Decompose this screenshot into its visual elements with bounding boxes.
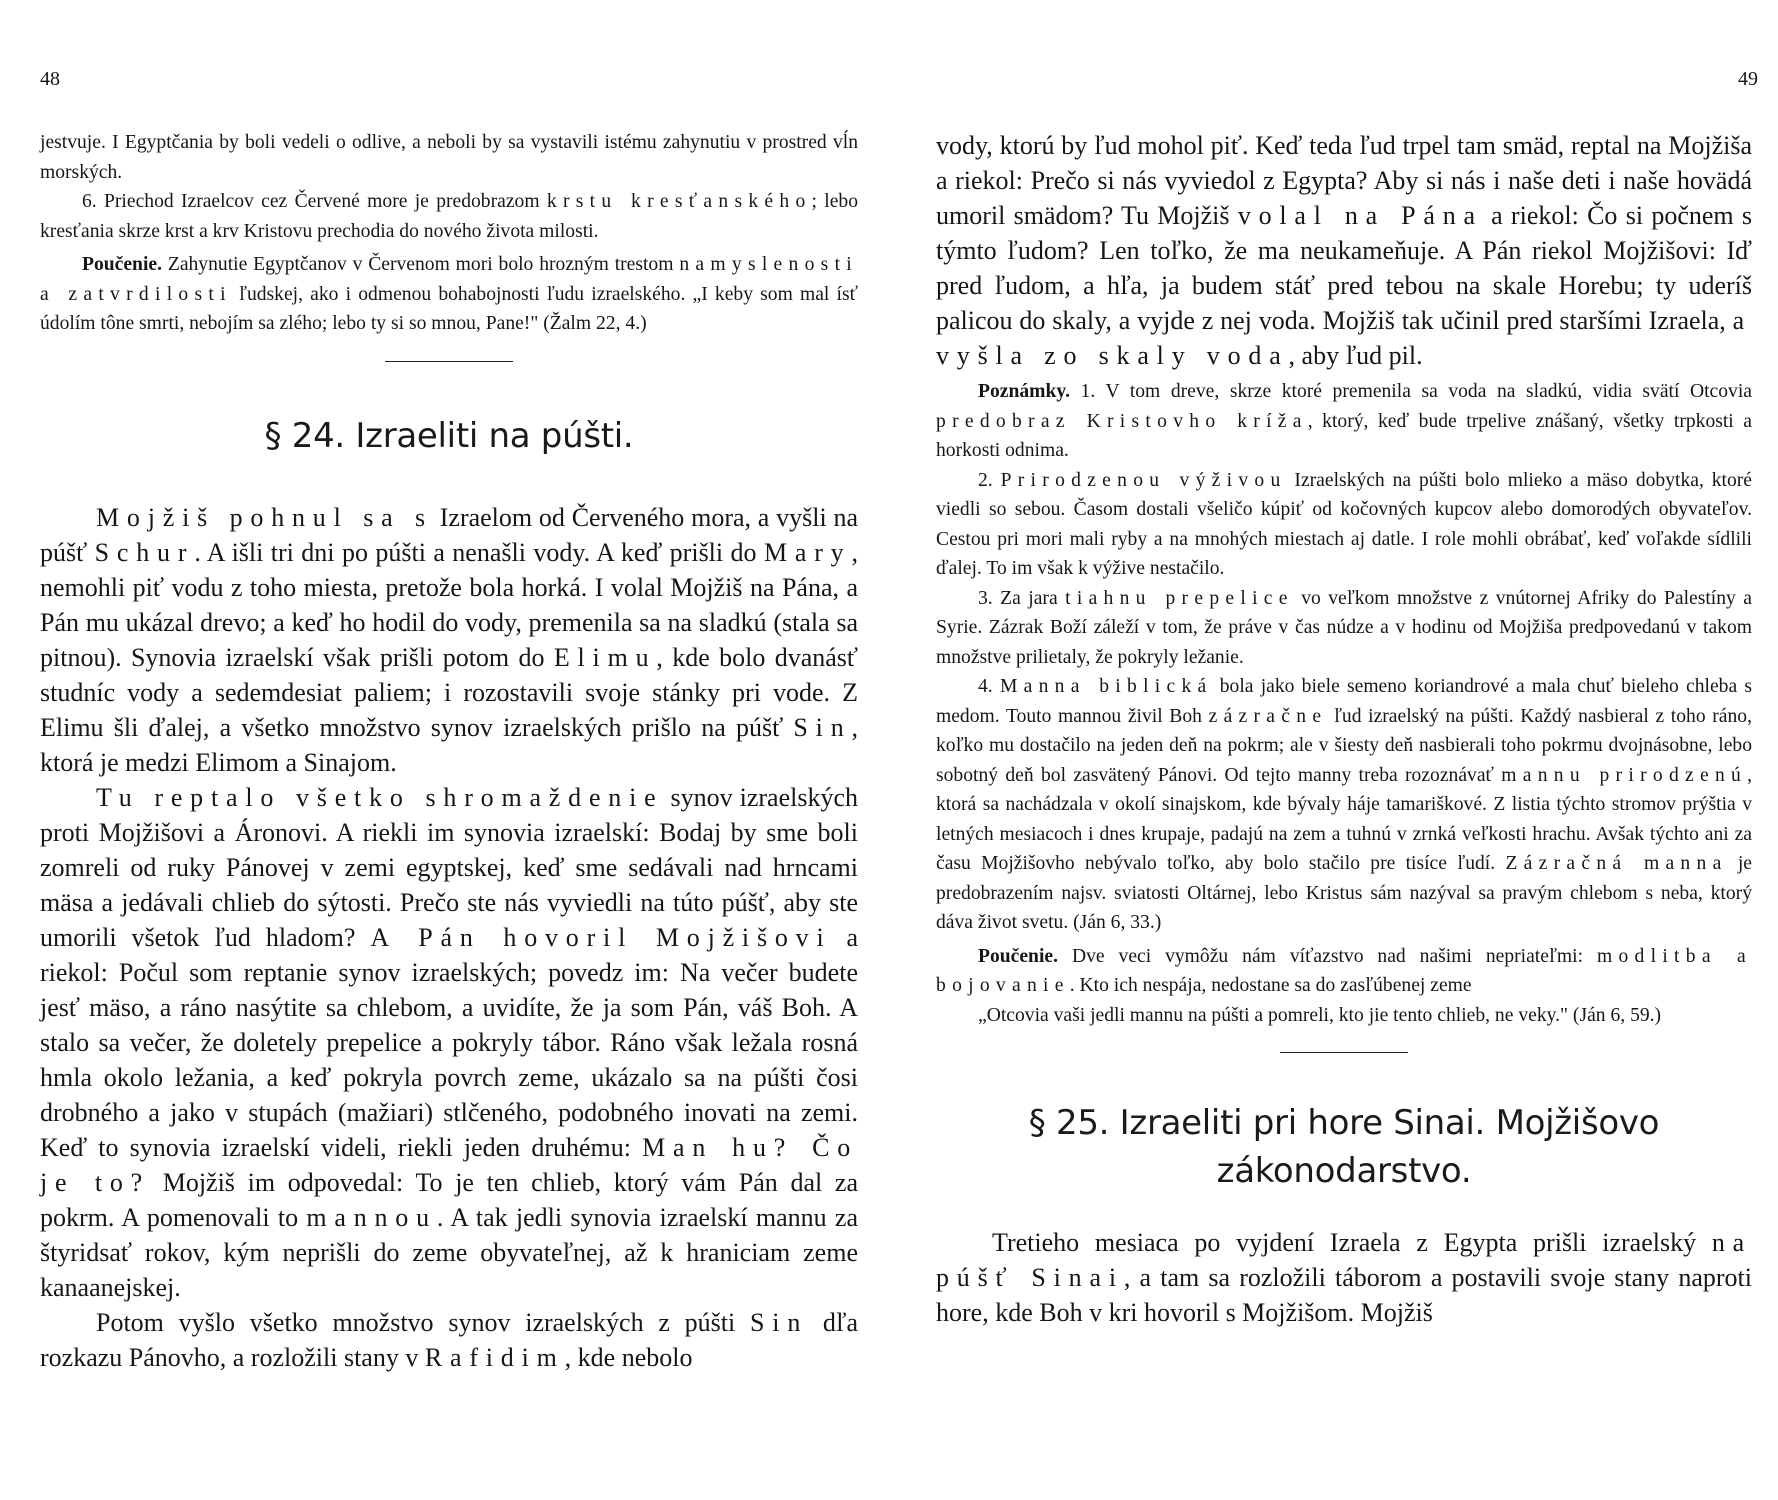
rc-spaced-1: volal na Pána: [1237, 201, 1483, 230]
note-4-text-b: bola jako biele semeno koriandrové a mala chuť bieleho chleba s medom. Touto mannou živil Boh: [936, 676, 1753, 727]
body-paragraph-last: [936, 1225, 1752, 1330]
p1-text-4: , kde bolo dvanásť studníc vody a sedemdesiat paliem; i rozostavili svoje stánky pri vode. Z Elimu šli ďalej, a všetko množstvo synov izraelských prišlo na púšť: [40, 642, 858, 742]
note-4-spaced-3: mannu prirodzenú: [1501, 764, 1748, 786]
p1-spaced-3: Mary: [763, 537, 852, 567]
note-4-spaced-4: Zázračná manna: [1505, 853, 1728, 874]
note-2: [936, 466, 1752, 584]
poucenie-spaced: namyslenosti a zatvrdilosti: [40, 254, 858, 305]
note-3-spaced: tiahnu prepelice: [1065, 587, 1294, 609]
note-6-text-a: 6. Priechod Izraelcov cez Červené more je predobrazom: [82, 191, 547, 212]
p2-text-3: Mojžiš im odpovedal: To je ten chlieb, ktorý vám Pán dal za pokrm. A pomenovali to: [40, 1167, 859, 1232]
section-heading-25: § 25. Izraeliti pri hore Sinai. Mojžišovo zákonodarstvo.: [1028, 1103, 1660, 1191]
note-3: [936, 584, 1752, 673]
note-4-spaced-1: Manna biblická: [999, 676, 1213, 697]
poucenie-right-text-a: Dve veci vymôžu nám víťazstvo nad našimi nepriateľmi:: [1058, 945, 1597, 967]
rc-spaced-2: a vyšla zo skaly voda: [936, 306, 1752, 370]
p2-spaced-1: Tu reptalo všetko shromaždenie: [96, 782, 664, 812]
rc-text-2: a riekol: Čo si počnem s týmto ľudom? Len toľko, že ma neukameňuje. A Pán riekol Mojžišovi: Iď pred ľudom, a hľa, ja budem stáť pred tebou na skale Horebu; ty uderíš palicou do skaly, a vyjde z nej voda. Mojžiš tak učinil pred staršími Izraela,: [936, 201, 1753, 335]
p2-spaced-2: A Pán hovoril Mojžišovi: [370, 922, 832, 952]
poucenie-text-b: ľudskej, ako i odmenou bohabojnosti ľudu izraelského. „I keby som mal ísť údolím tône smrti, nebojím sa zlého; lebo ty si so mnou, Pane!" (Žalm 22, 4.): [40, 283, 858, 334]
note-4-text-c: ľud izraelský na púšti. Každý nasbieral z toho ráno, koľko mu dostačilo na jeden deň na pokrm; ale v šiesty deň nasbierali toho pokrmu dvojnásobne, lebo sobotný deň bol zasvätený Pánovi. Od tejto manny treba rozoznávať: [936, 705, 1752, 786]
note-6-text-b: ; lebo kresťania skrze krst a krv Kristovu prechodia do nového života milosti.: [40, 191, 859, 242]
p3-spaced-2: Rafidim: [424, 1342, 565, 1372]
note-2-text-a: 2.: [978, 469, 1001, 491]
poznamky-note-1: [936, 377, 1752, 466]
p2-spaced-4: mannou: [306, 1202, 437, 1232]
poucenie-right-text-b: . Kto ich nespája, nedostane sa do zasľúbenej zeme: [1069, 975, 1472, 996]
p1-spaced-2: Schur: [94, 537, 195, 567]
p2-text-4: . A tak jedli synovia izraelskí mannu za štyridsať rokov, kým neprišli do zeme obyvateľnej, až k hraniciam zeme kanaanejskej.: [40, 1202, 858, 1302]
note-4-text-a: 4.: [978, 676, 1000, 697]
note-2-text-b: Izraelských na púšti bolo mlieko a mäso dobytka, ktoré viedli so sebou. Časom dostali všeličo kúpiť od kočovných kupcov alebo domorodých obyvateľov. Cestou pri mori mali ryby a na mnohých miestach aj datle. I role mohli obrábať, keď voľakde sídlili ďalej. To im však k výžive nestačilo.: [936, 469, 1753, 579]
right-page: [936, 128, 1752, 1330]
rc-text-3: , aby ľud pil.: [1288, 341, 1423, 370]
section-heading-24: § 24. Izraeliti na púšti.: [264, 415, 634, 456]
note-3-text-b: vo veľkom množstve z vnútornej Afriky do Palestíny a Syrie. Zázrak Boží záleží v tom, že práve v čas núdze a v hodinu od Mojžiša predpovedanú v takom množstve prilietaly, že pokryly ležanie.: [936, 587, 1752, 668]
p3-spaced-1: Sin: [750, 1307, 809, 1337]
body-paragraph-3: [40, 1305, 858, 1375]
p3-text-1: Potom vyšlo všetko množstvo synov izraelských z púšti: [96, 1307, 751, 1337]
poznamky-text-b: , ktorý, keď bude trpelive znášaný, všetky trpkosti a horkosti odnima.: [936, 410, 1752, 461]
section-divider-right: [1280, 1052, 1408, 1053]
poucenie-text-a: Zahynutie Egyptčanov v Červenom mori bolo hrozným trestom: [162, 254, 680, 275]
note-4: [936, 672, 1752, 938]
note-4-text-d: , ktorá sa nachádzala v okolí sinajskom, kde bývaly háje tamariškové. Z listia týchto stromov prýštia v letných mesiacoch i dnes krupaje, padajú na zem a tuhnú v zrnká veľkosti hrachu. Avšak týchto ani za času Mojžišovho nebývalo toľko, aby bolo stačilo pre tisíce ľudí.: [936, 764, 1752, 874]
p1-spaced-1: Mojžiš pohnul sa s: [96, 502, 433, 532]
poucenie-right: [936, 942, 1752, 1001]
page-number-right: 49: [1738, 68, 1758, 90]
p1-spaced-5: Sin: [793, 712, 852, 742]
p2-text-2: a riekol: Počul som reptanie synov izraelských; povedz im: Na večer budete jesť mäso, a ráno nasýtite sa chlebom, a uvidíte, že ja som Pán, váš Boh. A stalo sa večer, že doletely prepelice a pokryly tábor. Ráno však ležala rosná hmla okolo ležania, a keď pokryla povrch zeme, ukázalo sa na púšti čosi drobného a jako v stupách (mažiari) stlčeného, podobného inovati na zemi. Keď to synovia izraelskí videli, riekli jeden druhému:: [40, 922, 858, 1162]
note-2-spaced: Prirodzenou výživou: [1000, 469, 1287, 491]
body-paragraph-1: [40, 500, 858, 780]
p2-spaced-3: Man hu? Čo je to?: [40, 1132, 859, 1197]
poznamky-label: Poznámky.: [978, 381, 1070, 402]
continuation-paragraph: jestvuje. I Egyptčania by boli vedeli o odlive, a neboli by sa vystavili istému zahynutiu v prostred vĺn morských.: [40, 132, 858, 183]
note-3-text-a: 3. Za jara: [978, 587, 1066, 609]
pl-spaced-1: na púšť Sinai: [936, 1228, 1752, 1292]
p1-text-2: . A išli tri dni po púšti a nenašli vody. A keď prišli do: [194, 537, 764, 567]
note-4-spaced-2: zázračne: [1208, 705, 1328, 727]
rc-text-1: vody, ktorú by ľud mohol piť. Keď teda ľud trpel tam smäd, reptal na Mojžiša a riekol: Prečo si nás vyviedol z Egypta? Aby si nás i naše deti i naše hovädá umoril smädom? Tu Mojžiš: [936, 131, 1752, 230]
p1-text-5: , ktorá je medzi Elimom a Sinajom.: [40, 712, 858, 777]
poucenie-left: [40, 250, 858, 339]
pl-text-1: Tretieho mesiaca po vyjdení Izraela z Egypta prišli izraelský: [992, 1228, 1712, 1257]
p3-text-3: , kde nebolo: [564, 1342, 693, 1372]
p1-spaced-4: Elimu: [553, 642, 657, 672]
note-4-text-e: je predobrazením najsv. sviatosti Oltárnej, lebo Kristus sám nazýval sa pravým chlebom s neba, ktorý dáva život svetu. (Ján 6, 33.): [936, 853, 1752, 933]
scripture-quote: „Otcovia vaši jedli mannu na púšti a pomreli, kto jie tento chlieb, ne veky." (Ján 6, 59.): [978, 1004, 1662, 1026]
p1-text-3: , nemohli piť vodu z toho miesta, pretože bola horká. I volal Mojžiš na Pána, a Pán mu ukázal drevo; a keď ho hodil do vody, premenila sa na sladkú (stala sa pitnou). Synovia izraelskí však prišli potom do: [40, 537, 858, 672]
left-page: [40, 128, 858, 1375]
right-continuation-paragraph: [936, 128, 1752, 373]
pl-text-2: , a tam sa rozložili táborom a postavili svoje stany naproti hore, kde Boh v kri hovoril s Mojžišom. Mojžiš: [936, 1263, 1752, 1327]
poucenie-label: Poučenie.: [82, 254, 162, 275]
section-divider: [385, 361, 513, 362]
note-6-spaced: krstu kresťanského: [546, 191, 812, 212]
poucenie-right-label: Poučenie.: [978, 945, 1058, 967]
page-number-left: 48: [40, 68, 60, 90]
poznamky-text-a: 1. V tom dreve, skrze ktoré premenila sa voda na sladkú, vidia svätí Otcovia: [1070, 381, 1752, 402]
body-paragraph-2: [40, 780, 858, 1305]
p2-text-1: synov izraelských proti Mojžišovi a Áronovi. A riekli im synovia izraelskí: Bodaj by sme boli zomreli od ruky Pánovej v zemi egyptskej, keď sme sedávali nad hrncami mäsa a jedávali chlieb do sýtosti. Prečo ste nás vyviedli na túto púšť, aby ste umorili všetok ľud hladom?: [40, 782, 858, 952]
note-6: [40, 187, 858, 246]
p1-text-1: Izraelom od Červeného mora, a vyšli na púšť: [40, 502, 858, 567]
poucenie-right-spaced: modlitba a bojovanie: [936, 945, 1752, 996]
p3-text-2: dľa rozkazu Pánovho, a rozložili stany v: [40, 1307, 859, 1372]
poznamky-spaced: predobraz Kristovho kríža: [936, 410, 1308, 432]
